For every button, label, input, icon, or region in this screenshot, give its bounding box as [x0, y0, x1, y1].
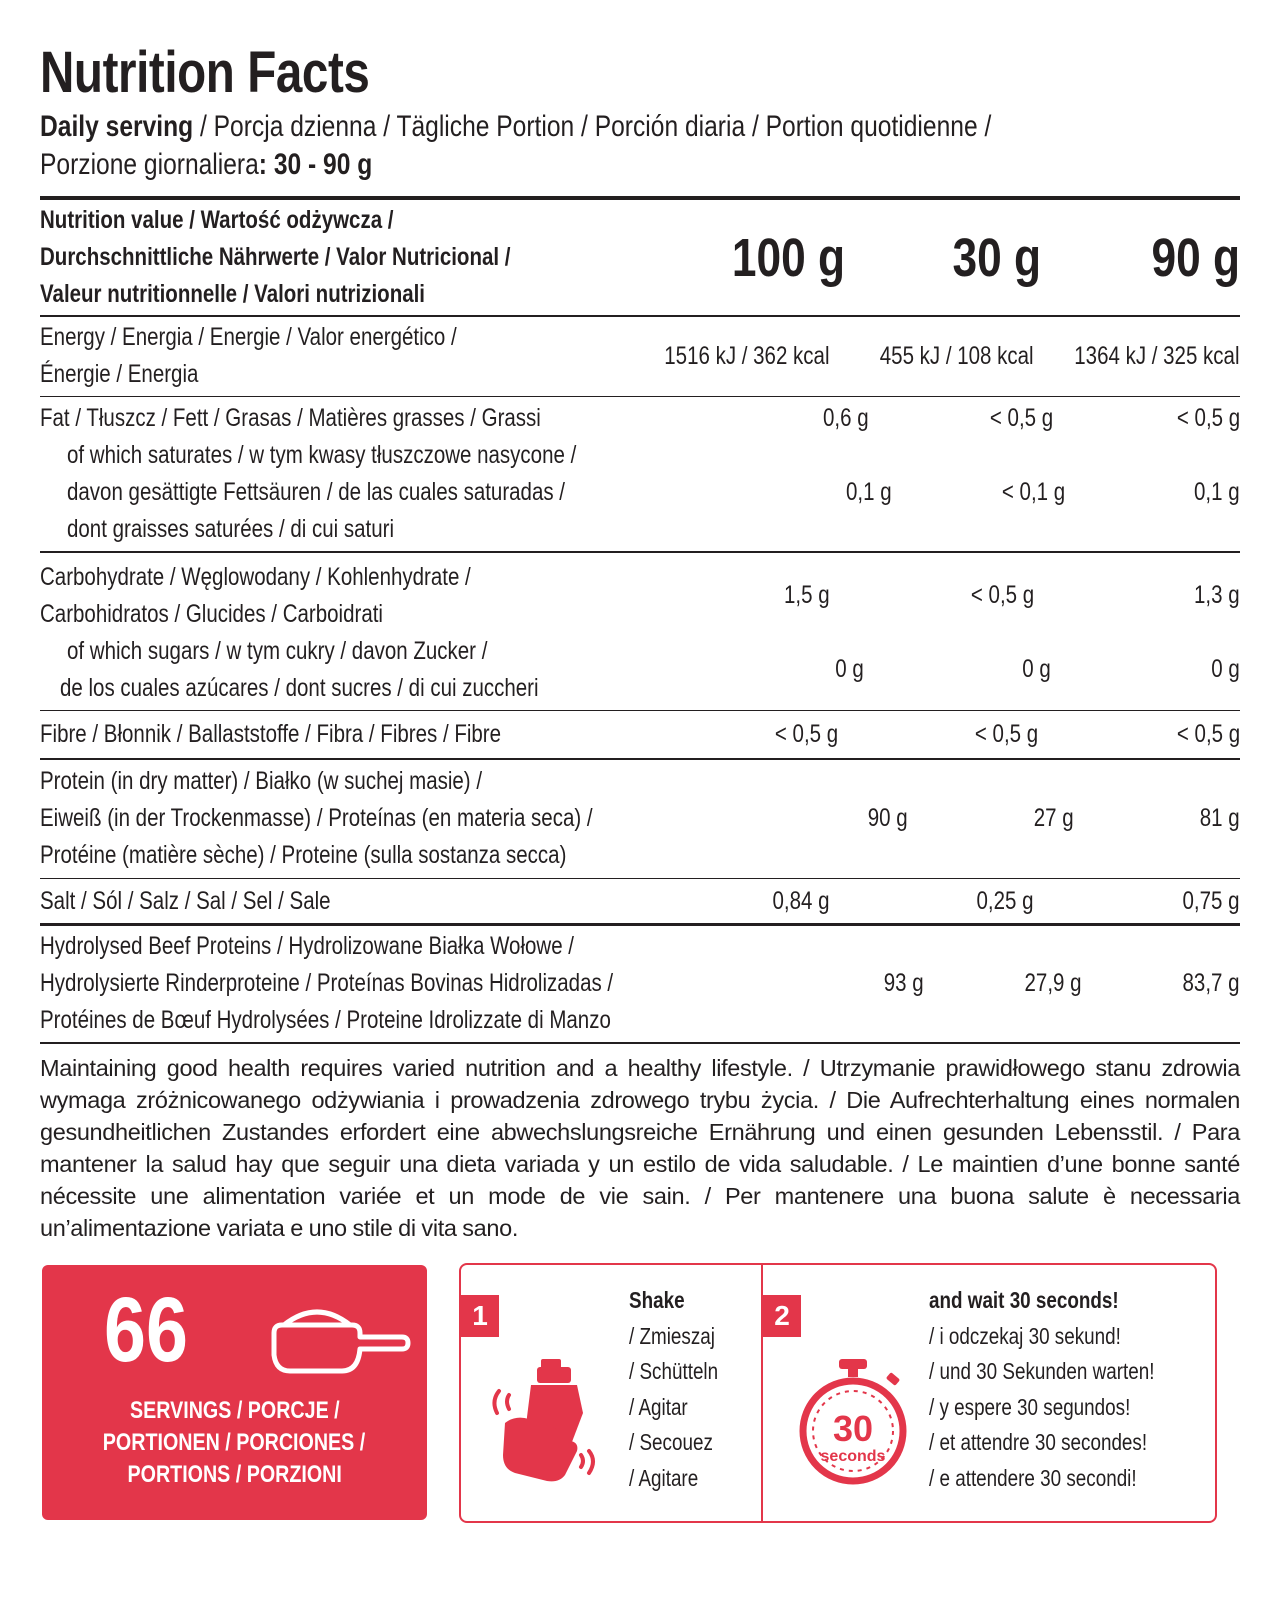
col-header-90g: 90 g [1151, 227, 1240, 288]
row-label: Hydrolysierte Rinderproteine / Proteínas Bovinas Hidrolizadas / [40, 969, 614, 997]
scoop-icon [262, 1303, 412, 1375]
servings-label-line: PORTIONEN / PORCIONES / [103, 1429, 366, 1456]
step-1-number: 1 [461, 1295, 499, 1337]
col-header-30g: 30 g [952, 227, 1042, 288]
row-label: of which saturates / w tym kwasy tłuszczowe nasycone / [67, 441, 577, 469]
value-100g: 0,1 g [846, 478, 892, 506]
value-90g: 1,3 g [1194, 581, 1240, 609]
table-row-fat [40, 400, 1240, 437]
row-label: Protein (in dry matter) / Białko (w suchej masie) / [40, 767, 483, 795]
step-2-line: / i odczekaj 30 sekund! [929, 1322, 1121, 1349]
row-label: Protéines de Bœuf Hydrolysées / Proteine Idrolizzate di Manzo [40, 1006, 611, 1034]
table-row-carbs [40, 559, 1240, 633]
step-1-line: / Schütteln [629, 1358, 719, 1385]
col-header-100g: 100 g [731, 227, 845, 288]
step-1-line: / Agitar [629, 1393, 688, 1420]
value-30g: 0 g [1022, 655, 1051, 683]
step-2-line: / e attendere 30 secondi! [929, 1464, 1137, 1491]
row-label: dont graisses saturées / di cui saturi [67, 515, 395, 543]
row-label: davon gesättigte Fettsäuren / de las cuales saturadas / [67, 478, 565, 506]
value-90g: 83,7 g [1182, 969, 1240, 997]
servings-count: 66 [104, 1279, 188, 1381]
value-100g: 1516 kJ / 362 kcal [664, 341, 830, 370]
page-title: Nutrition Facts [40, 40, 370, 105]
table-row-saturates [40, 437, 1240, 548]
step-1-heading: Shake [629, 1287, 685, 1313]
row-label: Energy / Energia / Energie / Valor energético / [40, 323, 457, 351]
table-row-protein [40, 760, 1240, 878]
value-90g: 1364 kJ / 325 kcal [1074, 341, 1240, 370]
serving-amount: : 30 - 90 g [258, 148, 373, 181]
timer-number: 30 [832, 1408, 874, 1449]
value-100g: 0,6 g [822, 404, 869, 432]
servings-label [42, 1395, 427, 1491]
value-30g: < 0,5 g [970, 581, 1034, 609]
header-label-line: Valeur nutritionnelle / Valori nutrizionali [40, 280, 426, 308]
step-2-line: / y espere 30 segundos! [929, 1393, 1131, 1420]
value-90g: 0,75 g [1182, 886, 1240, 915]
step-1-line: / Secouez [629, 1429, 713, 1456]
row-label: of which sugars / w tym cukry / davon Zucker / [67, 636, 488, 665]
value-30g: 27,9 g [1024, 969, 1082, 997]
header-label-line: Nutrition value / Wartość odżywcza / [40, 206, 394, 234]
row-label: Fibre / Błonnik / Ballaststoffe / Fibra / Fibres / Fibre [40, 720, 502, 748]
servings-label-line: SERVINGS / PORCJE / [129, 1397, 340, 1424]
row-label: Carbohidratos / Glucides / Carboidrati [40, 599, 383, 628]
value-90g: 0 g [1211, 655, 1240, 683]
row-label: Hydrolysed Beef Proteins / Hydrolizowane Białka Wołowe / [40, 932, 575, 960]
value-90g: < 0,5 g [1176, 720, 1241, 748]
shaker-hand-icon [485, 1357, 605, 1487]
step-2-heading: and wait 30 seconds! [929, 1287, 1119, 1313]
value-100g: 93 g [884, 969, 924, 997]
timer-word: seconds [820, 1448, 886, 1465]
step-2-text [929, 1283, 1204, 1497]
row-label: Fat / Tłuszcz / Fett / Grasas / Matières grasses / Grassi [40, 404, 541, 432]
step-2-number: 2 [763, 1295, 801, 1337]
value-30g: < 0,5 g [990, 404, 1054, 432]
value-90g: 81 g [1200, 804, 1240, 832]
value-100g: 0 g [835, 655, 864, 683]
value-30g: 27 g [1033, 804, 1074, 832]
serving-line-2 [40, 146, 1240, 184]
value-30g: < 0,5 g [974, 720, 1038, 748]
header-label [40, 202, 614, 313]
value-90g: 0,1 g [1194, 478, 1240, 506]
step-1-text [629, 1283, 738, 1497]
step-1-line: / Agitare [629, 1464, 699, 1491]
row-label: Salt / Sól / Salz / Sal / Sel / Sale [40, 886, 331, 915]
step-2-line: / et attendre 30 secondes! [929, 1429, 1148, 1456]
row-label: Eiweiß (in der Trockenmasse) / Proteínas (en materia seca) / [40, 804, 593, 832]
value-100g: 1,5 g [784, 581, 830, 609]
value-30g: 0,25 g [976, 886, 1034, 915]
header-label-line: Durchschnittliche Nährwerte / Valor Nutricional / [40, 243, 511, 271]
value-100g: 0,84 g [772, 886, 830, 915]
serving-line-1 [40, 108, 1240, 146]
serving-it: Porzione giornaliera [40, 148, 259, 181]
table-group-fat [40, 397, 1240, 551]
value-30g: < 0,1 g [1001, 478, 1066, 506]
value-90g: < 0,5 g [1176, 404, 1241, 432]
table-row-sugars [40, 633, 1240, 707]
value-100g: < 0,5 g [774, 720, 838, 748]
table-row-salt [40, 879, 1240, 923]
serving-bold: Daily serving [40, 110, 194, 143]
health-note: Maintaining good health requires varied nutrition and a healthy lifestyle. / Utrzymanie prawidłowego stanu zdrowia wymaga zróżnicowanego odżywiania i prowadzenia zdrowego trybu życia. / Die Aufrechterhaltung eines normalen gesundheitlichen Zustandes erfordert eine abwechslungsreiche Ernährung und einen gesunden Lebensstil. / Para mantener la salud hay que seguir una dieta variada y un estilo de vida saludable. / Le maintien d’une bonne santé nécessite une alimentation variée et un mode de vie sain. / Per mantenere una buona salute è necessaria un’alimentazione variata e uno stile di vita sano. [40, 1055, 1240, 1241]
row-label: Énergie / Energia [40, 360, 199, 388]
table-row-beef-protein [40, 926, 1240, 1042]
table-group-carbs [40, 553, 1240, 710]
row-label: de los cuales azúcares / dont sucres / di cui zuccheri [60, 673, 539, 702]
nutrition-panel [40, 38, 1240, 1244]
stopwatch-icon [795, 1357, 911, 1489]
table-row-energy [40, 317, 1240, 396]
preparation-steps [459, 1263, 1217, 1523]
serving-rest: / Porcja dzienna / Tägliche Portion / Porción diaria / Portion quotidienne / [193, 110, 992, 143]
row-label: Carbohydrate / Węglowodany / Kohlenhydrate / [40, 562, 471, 591]
servings-box [42, 1265, 427, 1520]
table-header [40, 200, 1240, 315]
step-2-line: / und 30 Sekunden warten! [929, 1358, 1155, 1385]
servings-label-line: PORTIONS / PORZIONI [127, 1461, 342, 1488]
step-1-line: / Zmieszaj [629, 1322, 715, 1349]
row-label: Protéine (matière sèche) / Proteine (sulla sostanza secca) [40, 841, 567, 869]
table-row-fibre [40, 711, 1240, 758]
value-100g: 90 g [868, 804, 909, 832]
value-30g: 455 kJ / 108 kcal [880, 341, 1034, 370]
